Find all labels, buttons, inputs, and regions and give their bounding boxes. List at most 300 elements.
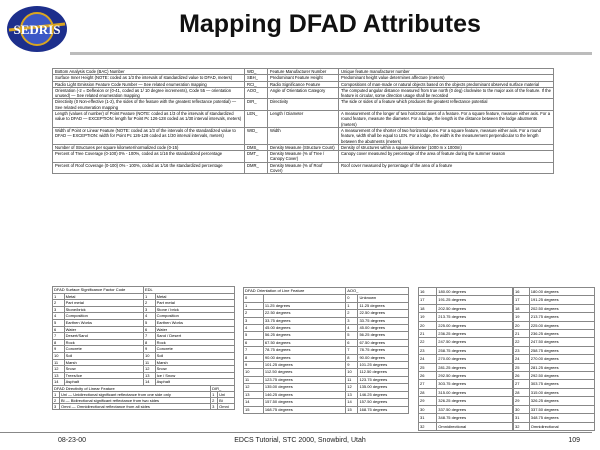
orientation-value: 303.75 degrees <box>529 380 594 388</box>
table-row <box>419 346 513 354</box>
code-number: 4 <box>244 325 264 332</box>
table-row <box>244 399 409 406</box>
code-number: 10 <box>53 352 65 359</box>
dfad-attribute: Length (values of number) of Point Feature (NOTE: coded as 1/3 of the intervals of standardized value to DFAD — EXCEPTION: length for Point Pc 126-128 coded as 1/30 interval intervals, meters) <box>53 111 245 128</box>
code-number: 9 <box>53 346 65 353</box>
table-row <box>244 295 409 302</box>
code-number: 12 <box>244 384 264 391</box>
orientation-value: 292.50 degrees <box>437 372 513 380</box>
orientation-value: 213.75 degrees <box>437 313 513 321</box>
code-number: 8 <box>346 354 358 361</box>
code-number: 19 <box>514 313 530 321</box>
dfad-attribute: Percent of Roof Coverage (0-100) 0% - 100%, coded as 1/16 the standardized percentage <box>53 162 245 174</box>
code-number: 2 <box>244 310 264 317</box>
orientation-value: 225.00 degrees <box>437 321 513 329</box>
code-number: 4 <box>346 325 358 332</box>
footer-date: 08-23-00 <box>58 437 87 444</box>
code-number: 32 <box>514 422 530 430</box>
dfad-attribute: Bottom Analysis Code (BAC) Number <box>53 69 245 75</box>
edcs-code: SBH_ <box>245 75 268 81</box>
table-row <box>514 397 595 405</box>
code-number: 30 <box>514 405 530 413</box>
table-row <box>419 338 513 346</box>
orientation-value: 180.00 degrees <box>529 288 594 296</box>
table-row <box>514 380 595 388</box>
code-number: 8 <box>244 354 264 361</box>
table-row <box>53 162 554 174</box>
code-number: 12 <box>346 384 358 391</box>
edcs-definition: Compositions of man-made or natural objects based on the objects predominant observed surface material <box>339 81 554 87</box>
code-number: 3 <box>143 306 155 313</box>
dfad-attribute: Radio Light Emission Feature Code Number — See related enumeration mapping <box>53 81 245 87</box>
edcs-value: Earthen Works <box>155 319 234 326</box>
orientation-value: Omnidirectional <box>437 422 513 430</box>
dfad-value: Concrete <box>64 346 143 353</box>
orientation-value: 337.50 degrees <box>437 405 513 413</box>
code-number: 5 <box>346 332 358 339</box>
dfad-value: 67.50 degrees <box>263 339 345 346</box>
code-number: 9 <box>143 346 155 353</box>
dfad-value: Metal <box>64 293 143 300</box>
code-number: 29 <box>514 397 530 405</box>
table-row <box>419 330 513 338</box>
orientation-value: 236.25 degrees <box>437 330 513 338</box>
code-number: 4 <box>53 313 65 320</box>
edcs-definition: Unique feature manufacturer number <box>339 69 554 75</box>
dfad-value: Water <box>64 326 143 333</box>
table-header: AOO_ <box>346 288 409 295</box>
surface-significance-table <box>52 286 235 386</box>
dfad-value: Trees/Ice <box>64 372 143 379</box>
code-number: 17 <box>514 296 530 304</box>
dfad-value: Stone/brick <box>64 306 143 313</box>
code-number: 1 <box>53 392 60 398</box>
code-number: 14 <box>143 379 155 386</box>
table-row <box>244 376 409 383</box>
code-number: 6 <box>53 326 65 333</box>
table-row <box>419 355 513 363</box>
edcs-definition: Roof cover measured by percentage of the area of a feature <box>339 162 554 174</box>
orientation-value: 247.50 degrees <box>529 338 594 346</box>
table-row <box>53 287 235 294</box>
table-row <box>419 405 513 413</box>
code-number: 8 <box>53 339 65 346</box>
table-row <box>514 388 595 396</box>
table-row <box>419 304 513 312</box>
edcs-value: Ice / Snow <box>155 372 234 379</box>
table-row <box>244 347 409 354</box>
edcs-label: Angle of Orientation Category <box>268 87 339 99</box>
edcs-code: DMT_ <box>245 151 268 163</box>
edcs-value: Bi <box>218 398 235 404</box>
edcs-value: 168.75 degrees <box>358 406 409 413</box>
code-number: 2 <box>346 310 358 317</box>
table-row <box>244 406 409 413</box>
edcs-value: Unknown <box>358 295 409 302</box>
code-number: 20 <box>514 321 530 329</box>
code-number: 18 <box>419 304 437 312</box>
dfad-value: 45.00 degrees <box>263 325 345 332</box>
orientation-value: 225.00 degrees <box>529 321 594 329</box>
code-number: 24 <box>514 355 530 363</box>
table-row <box>244 354 409 361</box>
code-number: 1 <box>143 293 155 300</box>
code-number: 2 <box>143 300 155 307</box>
dfad-value: Soil <box>64 352 143 359</box>
code-number: 8 <box>143 339 155 346</box>
table-row <box>419 313 513 321</box>
table-row <box>514 330 595 338</box>
table-row <box>53 151 554 163</box>
table-row <box>53 127 554 144</box>
code-number: 11 <box>143 359 155 366</box>
edcs-label: Directivity <box>268 99 339 111</box>
code-number: 11 <box>346 376 358 383</box>
orientation-table <box>243 287 409 414</box>
edcs-value: Rock <box>155 339 234 346</box>
code-number: 15 <box>346 406 358 413</box>
code-number: 27 <box>514 380 530 388</box>
table-row <box>514 363 595 371</box>
orientation-table-cont-right <box>513 287 595 431</box>
edcs-definition: The computed angular distance measured from true north (0 deg) clockwise to the major axis of the feature. If the feature is circular, some direction usage shall be recorded <box>339 87 554 99</box>
edcs-value: Sand / Desert <box>155 333 234 340</box>
table-header: DFAD Surface Significance Factor Code <box>53 287 144 294</box>
edcs-value: 90.00 degrees <box>358 354 409 361</box>
footer-center: EDCS Tutorial, STC 2000, Snowbird, Utah <box>234 437 366 444</box>
edcs-label: Width <box>268 127 339 144</box>
table-row <box>244 288 409 295</box>
edcs-definition: Canopy cover measured by percentage of the area of feature during the summer season <box>339 151 554 163</box>
code-number: 1 <box>53 293 65 300</box>
table-row <box>514 355 595 363</box>
code-number: 7 <box>244 347 264 354</box>
table-row <box>53 319 235 326</box>
edcs-code: LEN_ <box>245 111 268 128</box>
table-row <box>244 325 409 332</box>
code-number: 14 <box>53 379 65 386</box>
dfad-value: 22.50 degrees <box>263 310 345 317</box>
edcs-label: Density Measure (Structure Count) <box>268 144 339 150</box>
dfad-attribute: Orientation (-2 = Deflexion or (0-41, coded as 1/ 10 degree increments), Code 55 — orientation unused) — See related enumeration mapping <box>53 87 245 99</box>
orientation-value: 270.00 degrees <box>529 355 594 363</box>
table-row <box>514 321 595 329</box>
code-number: 1 <box>211 392 218 398</box>
orientation-value: 213.75 degrees <box>529 313 594 321</box>
dfad-value: Rock <box>64 339 143 346</box>
edcs-definition: A measurement of the shorter of two horizontal axes. For a square feature, measure either axis. For a round feature, width shall be equal to LEN. For a lodge, the width is the measurement perpendicular to the length between the abutments (meters) <box>339 127 554 144</box>
dfad-value: Earthen Works <box>64 319 143 326</box>
orientation-table-cont-left <box>418 287 513 431</box>
edcs-value: Metal <box>155 293 234 300</box>
code-number: 21 <box>419 330 437 338</box>
code-number: 3 <box>211 404 218 410</box>
code-number: 22 <box>514 338 530 346</box>
dfad-value: Marsh <box>64 359 143 366</box>
orientation-value: 303.75 degrees <box>437 380 513 388</box>
edcs-value: Water <box>155 326 234 333</box>
table-row <box>244 362 409 369</box>
code-number: 13 <box>346 391 358 398</box>
edcs-value: 101.25 degrees <box>358 362 409 369</box>
dfad-value: Snow <box>64 366 143 373</box>
code-number: 22 <box>419 338 437 346</box>
code-number: 13 <box>53 372 65 379</box>
dfad-attribute: Directivity (0 Non-effective (1-2), the sides of the feature with the greatest reflectance potential) — See related enumeration mapping <box>53 99 245 111</box>
table-row <box>244 302 409 309</box>
table-row <box>244 339 409 346</box>
edcs-value: Omni <box>218 404 235 410</box>
code-number: 13 <box>143 372 155 379</box>
table-row <box>53 339 235 346</box>
code-number: 6 <box>244 339 264 346</box>
dfad-value: 101.25 degrees <box>263 362 345 369</box>
code-number: 12 <box>53 366 65 373</box>
edcs-label: Predominant Feature Height <box>268 75 339 81</box>
table-row <box>514 313 595 321</box>
orientation-value: 258.75 degrees <box>437 346 513 354</box>
edcs-definition: Density of structures within a square kilometer (1000 m x 1000m) <box>339 144 554 150</box>
edcs-value: 157.50 degrees <box>358 399 409 406</box>
table-row <box>53 366 235 373</box>
table-row <box>244 369 409 376</box>
code-number: 16 <box>419 288 437 296</box>
code-number: 31 <box>514 414 530 422</box>
table-header: DFAD Directivity of Linear Feature <box>53 386 211 392</box>
code-number: 2 <box>53 300 65 307</box>
orientation-value: 315.00 degrees <box>529 388 594 396</box>
orientation-value: 202.50 degrees <box>437 304 513 312</box>
code-number: 15 <box>244 406 264 413</box>
code-number: 26 <box>514 372 530 380</box>
dfad-value: 112.50 degrees <box>263 369 345 376</box>
table-row <box>514 288 595 296</box>
code-number: 11 <box>53 359 65 366</box>
edcs-value: 78.75 degrees <box>358 347 409 354</box>
dfad-value: 78.75 degrees <box>263 347 345 354</box>
dfad-value: Part metal <box>64 300 143 307</box>
edcs-value: 33.75 degrees <box>358 317 409 324</box>
table-row <box>53 306 235 313</box>
orientation-value: 236.25 degrees <box>529 330 594 338</box>
code-number: 5 <box>143 319 155 326</box>
table-row <box>53 111 554 128</box>
code-number: 19 <box>419 313 437 321</box>
table-row <box>244 310 409 317</box>
code-number: 28 <box>514 388 530 396</box>
code-number: 3 <box>244 317 264 324</box>
title-rule <box>70 52 592 55</box>
table-row <box>514 338 595 346</box>
edcs-code: DIR_ <box>245 99 268 111</box>
dfad-value: Omni — Omnidirectional reflectance from all sides <box>60 404 211 410</box>
edcs-definition: A measurement of the longer of two horizontal axes of a feature. For a square feature, measure either axis. For a round feature, measure the diameter. For a lodge, the length is the distance between the lodge abutments (meters) <box>339 111 554 128</box>
code-number: 30 <box>419 405 437 413</box>
orientation-value: 292.50 degrees <box>529 372 594 380</box>
orientation-value: 180.00 degrees <box>437 288 513 296</box>
code-number: 1 <box>346 302 358 309</box>
table-row <box>514 405 595 413</box>
dfad-value: Composition <box>64 313 143 320</box>
dfad-value: 168.75 degrees <box>263 406 345 413</box>
code-number: 21 <box>514 330 530 338</box>
edcs-value: Snow <box>155 366 234 373</box>
table-header: EDL <box>143 287 234 294</box>
attribute-mapping-table <box>52 68 554 174</box>
code-number: 4 <box>143 313 155 320</box>
edcs-value: 22.50 degrees <box>358 310 409 317</box>
table-row <box>53 333 235 340</box>
edcs-definition: Predominant height value determines affecture (meters) <box>339 75 554 81</box>
dfad-value: 33.75 degrees <box>263 317 345 324</box>
edcs-code: DMS_ <box>245 144 268 150</box>
table-row <box>514 304 595 312</box>
dfad-value: 135.00 degrees <box>263 384 345 391</box>
edcs-label: Feature Manufacturer Number <box>268 69 339 75</box>
table-row <box>514 372 595 380</box>
edcs-value: 11.25 degrees <box>358 302 409 309</box>
code-number: 28 <box>419 388 437 396</box>
directivity-table <box>52 385 235 410</box>
dfad-value: 56.25 degrees <box>263 332 345 339</box>
orientation-value: 270.00 degrees <box>437 355 513 363</box>
edcs-definition: The side or sides of a feature which produces the greatest reflectance potential <box>339 99 554 111</box>
edcs-value: 146.25 degrees <box>358 391 409 398</box>
dfad-attribute: Percent of Tree Coverage (0-100) 0% - 100%, coded as 1/16 the standardized percentage <box>53 151 245 163</box>
code-number: 6 <box>346 339 358 346</box>
orientation-value: 348.75 degrees <box>437 414 513 422</box>
table-row <box>419 321 513 329</box>
code-number: 10 <box>143 352 155 359</box>
page-number: 109 <box>568 437 580 444</box>
orientation-value: 191.25 degrees <box>437 296 513 304</box>
dfad-value: 11.25 degrees <box>263 302 345 309</box>
edcs-value: 67.50 degrees <box>358 339 409 346</box>
dfad-attribute: Surface Inner Height (NOTE: coded as 1/3 the intervals of standardized value to DFAD, meters) <box>53 75 245 81</box>
code-number: 31 <box>419 414 437 422</box>
table-row <box>53 346 235 353</box>
edcs-value: Composition <box>155 313 234 320</box>
dfad-value: Uni — Unidirectional significant reflectance from one side only <box>60 392 211 398</box>
footer-rule <box>0 432 592 433</box>
table-header: DFAD Orientation of Line Feature <box>244 288 346 295</box>
code-number: 25 <box>419 363 437 371</box>
orientation-value: 281.25 degrees <box>529 363 594 371</box>
code-number: 1 <box>244 302 264 309</box>
table-row <box>419 363 513 371</box>
orientation-value: 326.25 degrees <box>437 397 513 405</box>
code-number: 29 <box>419 397 437 405</box>
edcs-value: Soil <box>155 352 234 359</box>
code-number: 27 <box>419 380 437 388</box>
edcs-value: Asphalt <box>155 379 234 386</box>
edcs-code: DMR_ <box>245 162 268 174</box>
table-row <box>419 388 513 396</box>
code-number: 23 <box>419 346 437 354</box>
table-row <box>419 380 513 388</box>
code-number: 7 <box>346 347 358 354</box>
code-number: 10 <box>244 369 264 376</box>
code-number: 7 <box>53 333 65 340</box>
table-row <box>53 87 554 99</box>
dfad-value: Asphalt <box>64 379 143 386</box>
table-row <box>419 288 513 296</box>
table-row <box>514 346 595 354</box>
code-number: 11 <box>244 376 264 383</box>
dfad-value <box>263 295 345 302</box>
orientation-value: 348.75 degrees <box>529 414 594 422</box>
code-number: 16 <box>514 288 530 296</box>
code-number: 32 <box>419 422 437 430</box>
orientation-value: Omnidirectional <box>529 422 594 430</box>
orientation-value: 258.75 degrees <box>529 346 594 354</box>
table-row <box>419 422 513 430</box>
code-number: 24 <box>419 355 437 363</box>
table-row <box>244 317 409 324</box>
table-row <box>514 422 595 430</box>
code-number: 10 <box>346 369 358 376</box>
edcs-label: Length / Diameter <box>268 111 339 128</box>
dfad-value: 157.50 degrees <box>263 399 345 406</box>
table-row <box>53 81 554 87</box>
table-row <box>53 372 235 379</box>
table-row <box>53 326 235 333</box>
table-row <box>53 359 235 366</box>
code-number: 2 <box>211 398 218 404</box>
edcs-value: Uni <box>218 392 235 398</box>
code-number: 3 <box>346 317 358 324</box>
edcs-value: Stone / brick <box>155 306 234 313</box>
edcs-label: Density Measure (% of Tree / Canopy Cover) <box>268 151 339 163</box>
edcs-code: WD_ <box>245 69 268 75</box>
edcs-label: Radio Significance Feature <box>268 81 339 87</box>
code-number: 13 <box>244 391 264 398</box>
code-number: 3 <box>53 306 65 313</box>
dfad-value: 90.00 degrees <box>263 354 345 361</box>
table-row <box>244 391 409 398</box>
slide-title: Mapping DFAD Attributes <box>179 10 481 38</box>
dfad-value: Desert/Sand <box>64 333 143 340</box>
code-number: 9 <box>346 362 358 369</box>
table-row <box>419 397 513 405</box>
edcs-value: 45.00 degrees <box>358 325 409 332</box>
table-row <box>53 99 554 111</box>
orientation-value: 315.00 degrees <box>437 388 513 396</box>
code-number: 0 <box>244 295 264 302</box>
edcs-code: WID_ <box>245 127 268 144</box>
table-row <box>53 313 235 320</box>
code-number: 23 <box>514 346 530 354</box>
code-number: 5 <box>53 319 65 326</box>
code-number: 6 <box>143 326 155 333</box>
code-number: 20 <box>419 321 437 329</box>
dfad-value: 146.25 degrees <box>263 391 345 398</box>
table-row <box>244 332 409 339</box>
edcs-value: Part metal <box>155 300 234 307</box>
table-row <box>53 404 235 410</box>
edcs-value: 123.75 degrees <box>358 376 409 383</box>
orientation-value: 281.25 degrees <box>437 363 513 371</box>
table-row <box>419 372 513 380</box>
code-number: 14 <box>346 399 358 406</box>
table-header: DIR_ <box>211 386 235 392</box>
orientation-value: 247.50 degrees <box>437 338 513 346</box>
dfad-value: Bi — Bidirectional significant reflectance from two sides <box>60 398 211 404</box>
table-row <box>53 293 235 300</box>
code-number: 5 <box>244 332 264 339</box>
code-number: 0 <box>346 295 358 302</box>
orientation-value: 337.50 degrees <box>529 405 594 413</box>
